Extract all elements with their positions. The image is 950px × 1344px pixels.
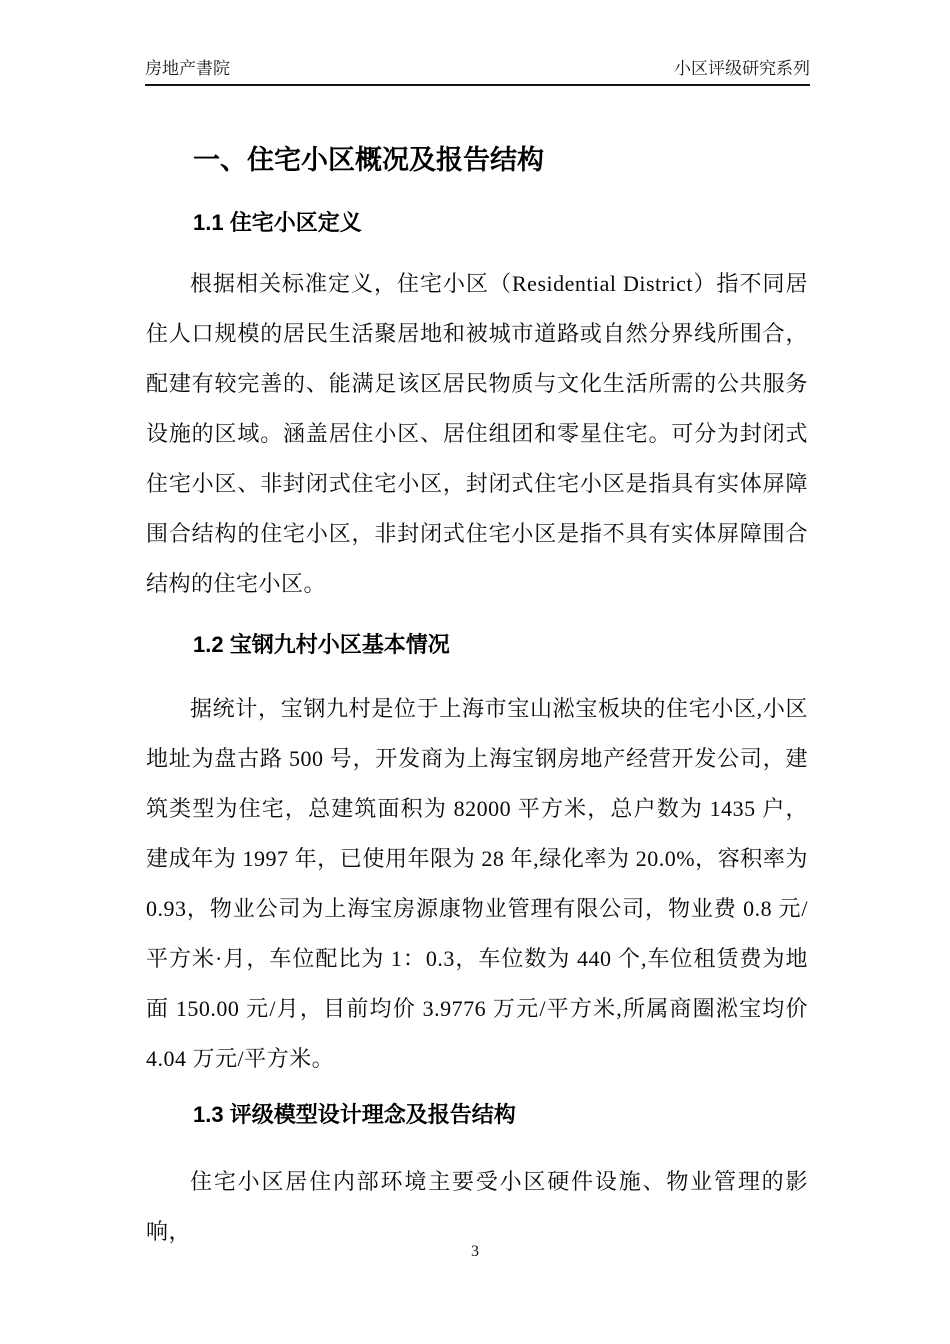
document-body — [146, 120, 808, 1257]
section-heading-1-2: 1.2 宝钢九村小区基本情况 — [193, 632, 450, 657]
section-1-3-paragraph: 住宅小区居住内部环境主要受小区硬件设施、物业管理的影响， — [146, 1169, 808, 1244]
page-header — [145, 58, 810, 86]
section-heading-1-3: 1.3 评级模型设计理念及报告结构 — [193, 1102, 516, 1127]
page-footer — [0, 1242, 950, 1262]
section-1-1-paragraph: 根据相关标准定义，住宅小区（Residential District）指不同居住人口规模的居民生活聚居地和被城市道路或自然分界线所围合，配建有较完善的、能满足该区居民物质与文化生活所需的公共服务设施的区域。涵盖居住小区、居住组团和零星住宅。可分为封闭式住宅小区、非封闭式住宅小区，封闭式住宅小区是指具有实体屏障围合结构的住宅小区，非封闭式住宅小区是指不具有实体屏障围合结构的住宅小区。 — [146, 271, 808, 596]
header-left-text: 房地产書院 — [145, 59, 230, 78]
header-right-text: 小区评级研究系列 — [674, 59, 810, 78]
page-number: 3 — [471, 1243, 479, 1260]
section-heading-1-1: 1.1 住宅小区定义 — [193, 210, 362, 235]
main-heading: 一、住宅小区概况及报告结构 — [193, 145, 544, 175]
section-1-2-paragraph: 据统计，宝钢九村是位于上海市宝山淞宝板块的住宅小区,小区地址为盘古路 500 号，开发商为上海宝钢房地产经营开发公司，建筑类型为住宅，总建筑面积为 82000 平方米，总户数为 1435 户，建成年为 1997 年，已使用年限为 28 年,绿化率为 20.0%，容积率为 0.93，物业公司为上海宝房源康物业管理有限公司，物业费 0.8 元/平方米·月，车位配比为 1：0.3，车位数为 440 个,车位租赁费为地面 150.00 元/月，目前均价 3.9776 万元/平方米,所属商圈淞宝均价 4.04 万元/平方米。 — [146, 696, 808, 1071]
